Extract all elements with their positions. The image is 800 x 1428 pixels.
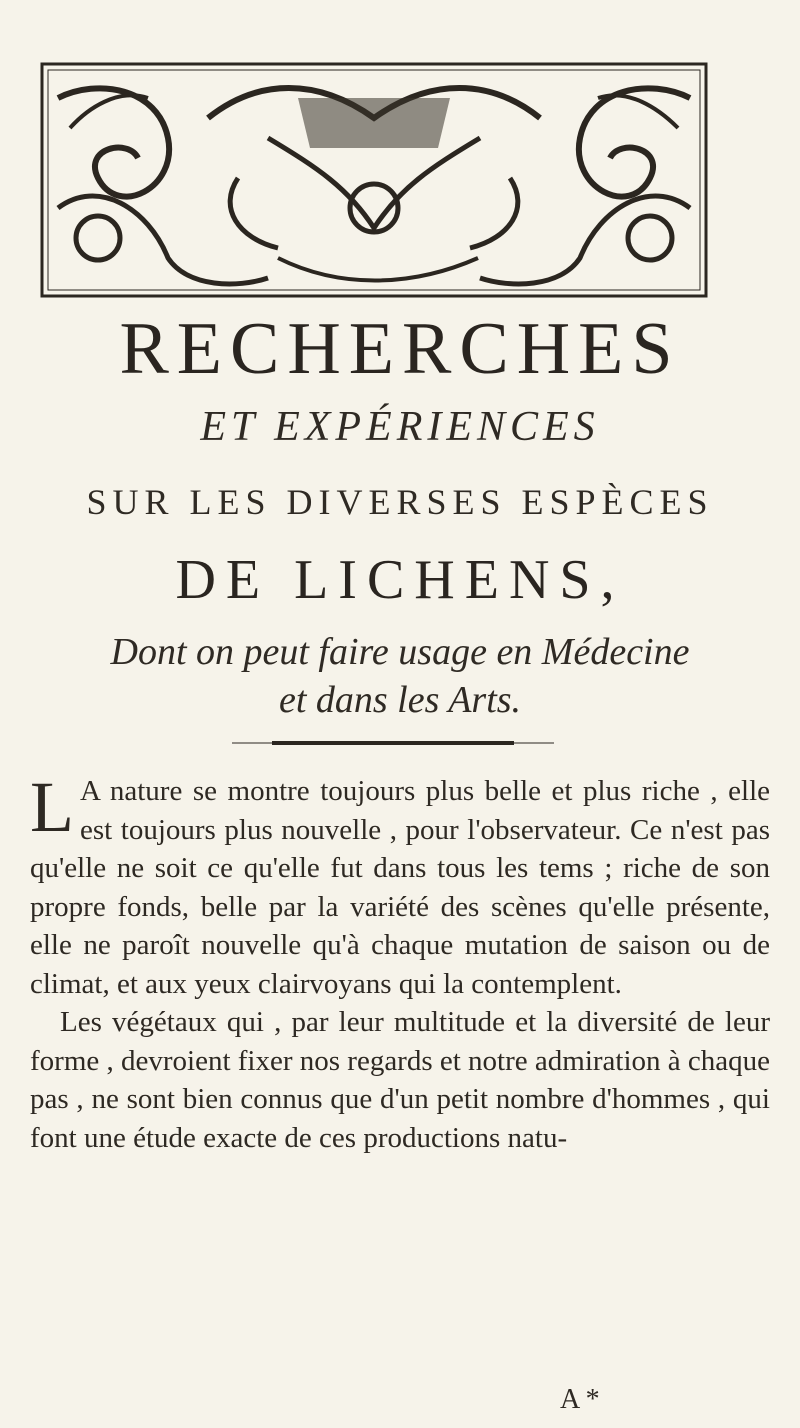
subtitle-line-2: et dans les Arts. [278,679,522,721]
title-de-lichens: DE LICHENS, [175,549,625,611]
body-text [30,767,771,1157]
ornamental-headpiece [38,58,710,302]
drop-cap: L [30,767,74,847]
subtitle-line-1: Dont on peut faire usage en Médecine [110,631,690,673]
subtitle [0,628,800,724]
title-et-experiences: ET EXPÉRIENCES [200,404,600,450]
paragraph-1 [30,767,770,1003]
title-recherches: RECHERCHES [119,308,681,390]
paragraph-2: Les végétaux qui , par leur multitude et la diversité de leur forme , devroient fixer nos regards et notre admiration à chaque pas , ne sont bien connus que d'un petit nombre d'hommes , qui font une étude exacte de ces productions natu- [30,1006,771,1154]
ornamental-rule [232,740,554,746]
title-sur-les-diverses-especes: SUR LES DIVERSES ESPÈCES [86,482,714,522]
signature-mark: A * [560,1384,600,1415]
paragraph-1-text: A nature se montre toujours plus belle et plus riche , elle est toujours plus nouvelle , pour l'observateur. Ce n'est pas qu'elle ne soit ce qu'elle fut dans tous les tems ; riche de son propre fonds, belle par la variété des scènes qu'elle présente, elle ne paroît nouvelle qu'à chaque mutation de saison ou de climat, et aux yeux clairvoyans qui la contemplent. [30,775,770,1000]
